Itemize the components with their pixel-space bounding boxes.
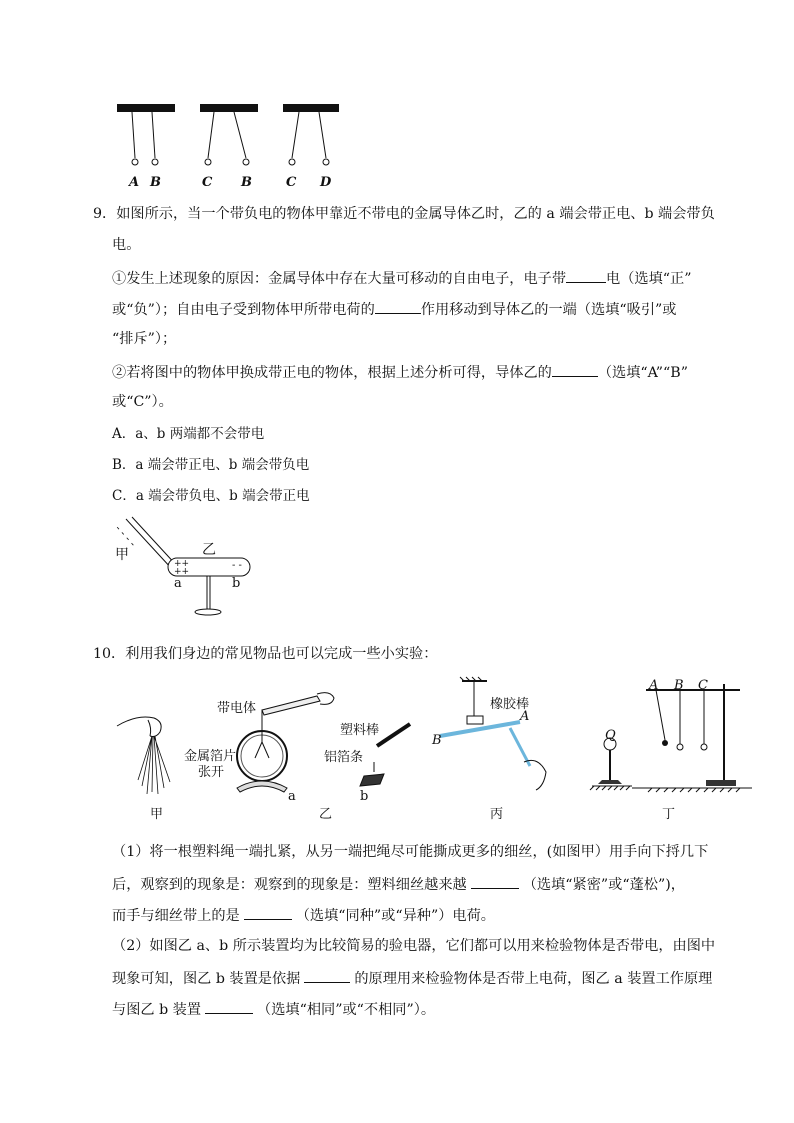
q10-s2-text: 现象可知，图乙 b 装置是依据 [112, 971, 301, 987]
pendulum-figure [110, 98, 350, 194]
answer-blank[interactable] [205, 999, 253, 1014]
pendulum-diagram [110, 98, 350, 194]
q10-s2-line3 [112, 999, 435, 1019]
rod-jia-label: 甲 [115, 547, 129, 563]
conductor-yi-label: 乙 [202, 542, 216, 558]
plus-charges: ++ ++ [174, 559, 190, 577]
end-b-label: b [232, 576, 241, 591]
q9-stem: 如图所示，当一个带负电的物体甲靠近不带电的金属导体乙时，乙的 a 端会带正电、b 端会带负 [116, 206, 715, 222]
q10-s1-text: 而手与细丝带上的是 [112, 908, 240, 924]
pendulum-label: C [202, 175, 213, 190]
caption-yi: 乙 [319, 807, 333, 822]
answer-blank[interactable] [375, 299, 421, 314]
q9-part2-text: ②若将图中的物体甲换成带正电的物体，根据上述分析可得，导体乙的 [112, 365, 552, 381]
end-a-label: a [174, 576, 182, 591]
answer-blank[interactable] [552, 362, 598, 377]
q10-s1-line1: （1）将一根塑料绳一端扎紧，从另一端把绳尽可能撕成更多的细丝，(如图甲）用手向下捋几下 [112, 844, 709, 860]
answer-blank[interactable] [244, 905, 292, 920]
q10-s1-line3 [112, 905, 495, 925]
sub-a-label: a [288, 789, 296, 804]
foil-open-label: 金属箔片 [184, 749, 237, 764]
charged-body-label: 带电体 [217, 701, 257, 716]
ball-q-label: Q [605, 728, 616, 743]
al-foil-label: 铝箔条 [324, 750, 364, 765]
q9-part2-line1 [112, 362, 688, 382]
plastic-rod-label: 塑料棒 [340, 723, 380, 738]
q10-s1-text: 后，观察到的现象是：观察到的现象是：塑料细丝越来越 [112, 877, 467, 893]
q9-part1-text: 或“负”）；自由电子受到物体甲所带电荷的 [112, 302, 375, 318]
q9-part2-text: （选填“A”“B” [597, 365, 688, 381]
q9-stem-line1 [93, 205, 715, 223]
q10-s1-line2 [112, 874, 685, 894]
answer-blank[interactable] [566, 268, 606, 283]
q9-stem-line2: 电。 [112, 237, 141, 253]
pendulum-label: B [241, 175, 252, 190]
q10-number: 10． [93, 646, 126, 662]
pendulum-label: B [150, 175, 161, 190]
q9-figure [112, 514, 262, 624]
q10-s1-text: （选填“紧密”或“蓬松”)， [522, 877, 685, 893]
rod-end-a-label: A [520, 709, 530, 724]
rod-end-b-label: B [432, 733, 442, 748]
answer-blank[interactable] [471, 874, 519, 889]
caption-bing: 丙 [490, 807, 504, 822]
q10-s2-line2 [112, 968, 712, 988]
pendulum-label: C [286, 175, 297, 190]
minus-charges: - - - - [112, 522, 139, 550]
q10-stem-line [93, 645, 437, 663]
q9-part1-line1 [112, 268, 691, 288]
q10-stem: 利用我们身边的常见物品也可以完成一些小实验： [125, 646, 438, 662]
q10-experiments-figure [112, 676, 752, 826]
sub-b-label: b [360, 789, 369, 804]
q9-number: 9． [93, 206, 117, 222]
caption-jia: 甲 [150, 807, 164, 822]
q9-option-c[interactable]: C．a 端会带负电、b 端会带正电 [112, 488, 310, 504]
foil-open-label-2: 张开 [198, 765, 225, 780]
q9-option-a[interactable]: A．a、b 两端都不会带电 [112, 426, 265, 442]
q10-s2-text: （选填“相同”或“不相同”）。 [257, 1002, 436, 1018]
right-minus-charges: - - [232, 560, 242, 571]
q10-s2-text: 的原理用来检验物体是否带上电荷，图乙 a 装置工作原理 [354, 971, 713, 987]
q10-s2-text: 与图乙 b 装置 [112, 1002, 202, 1018]
q9-option-b[interactable]: B．a 端会带正电、b 端会带负电 [112, 457, 310, 473]
q9-part1-text: ①发生上述现象的原因：金属导体中存在大量可移动的自由电子，电子带 [112, 271, 567, 287]
q10-s1-text: （选填“同种”或“异种”）电荷。 [295, 908, 495, 924]
rubber-rod-label: 橡胶棒 [490, 697, 530, 712]
pendulum-c-label: C [698, 678, 708, 693]
q9-part1-text: 作用移动到导体乙的一端（选填“吸引”或 [420, 302, 677, 318]
pendulum-a-label: A [649, 678, 659, 693]
pendulum-label: D [320, 175, 332, 190]
q10-s2-line1: （2）如图乙 a、b 所示装置均为比较简易的验电器，它们都可以用来检验物体是否带电，由图中 [112, 938, 716, 954]
q9-part1-line2 [112, 299, 677, 319]
pendulum-b-label: B [674, 678, 684, 693]
q9-part1-text: 电（选填“正” [606, 271, 692, 287]
answer-blank[interactable] [304, 968, 350, 983]
q9-part2-line2: 或“C”）。 [112, 394, 173, 410]
caption-ding: 丁 [662, 807, 676, 822]
q9-part1-line3: “排斥”）； [112, 331, 177, 347]
pendulum-label: A [129, 175, 140, 190]
